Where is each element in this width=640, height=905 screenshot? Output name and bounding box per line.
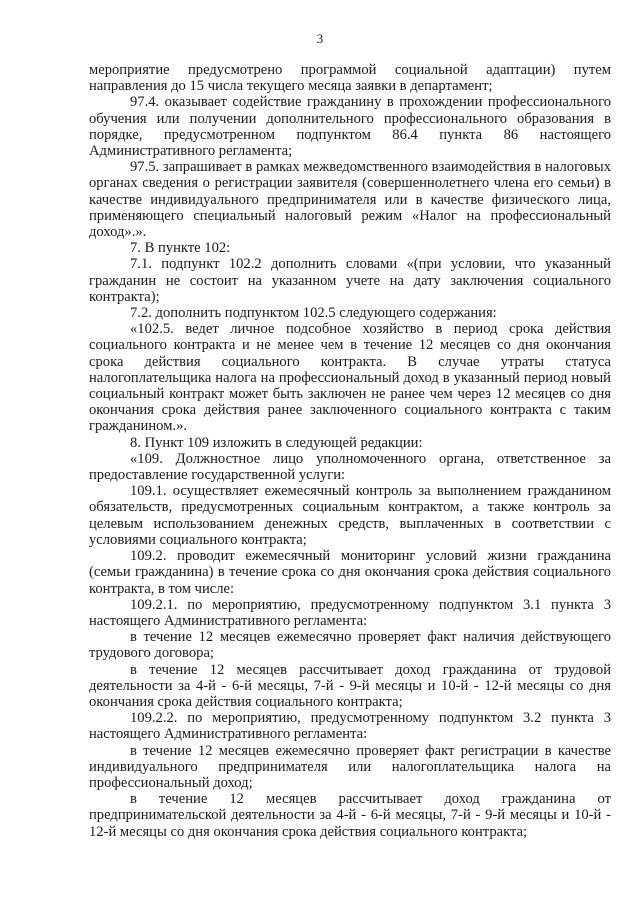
paragraph-check-contract: в течение 12 месяцев ежемесячно проверяет факт наличия действующего трудового договора; [89,629,611,662]
paragraph-7-1: 7.1. подпункт 102.2 дополнить словами «(при условии, что указанный гражданин не состоит на указанном учете на дату заключения социального контракта); [89,256,611,305]
document-body [89,62,611,840]
paragraph-109-2-1: 109.2.1. по мероприятию, предусмотренному подпунктом 3.1 пункта 3 настоящего Административного регламента: [89,596,611,629]
paragraph-item-8: 8. Пункт 109 изложить в следующей редакции: [130,434,423,451]
paragraph-102-5: «102.5. ведет личное подсобное хозяйство в период срока действия социального контракта и не менее чем в течение 12 месяцев со дня окончания срока действия социального контракта. В случае утраты статуса налогоплательщика налога на профессиональный доход в указанный период новый социальный контракт может быть заключен не ранее чем через 12 месяцев со дня окончания срока действия ранее заключенного социального контракта с таким гражданином.». [89,321,611,435]
paragraph-97-4: 97.4. оказывает содействие гражданину в прохождении профессионального обучения или получении дополнительного профессионального образования в порядке, предусмотренном подпунктом 86.4 пункта 86 настоящего Административного регламента; [89,94,611,160]
paragraph-7-2: 7.2. дополнить подпунктом 102.5 следующего содержания: [130,305,497,322]
paragraph-109-2-2: 109.2.2. по мероприятию, предусмотренному подпунктом 3.2 пункта 3 настоящего Административного регламента: [89,710,611,743]
paragraph-97-5: 97.5. запрашивает в рамках межведомственного взаимодействия в налоговых органах сведения о регистрации заявителя (совершеннолетнего члена его семьи) в качестве индивидуального предпринимателя или в качестве физического лица, применяющего специальный налоговый режим «Налог на профессиональный доход».». [89,159,611,241]
paragraph-income-labor: в течение 12 месяцев рассчитывает доход гражданина от трудовой деятельности за 4-й - 6-й месяцы, 7-й - 9-й месяцы и 10-й - 12-й месяцы со дня окончания срока действия социального контракта; [89,661,611,710]
paragraph-109-1: 109.1. осуществляет ежемесячный контроль за выполнением гражданином обязательств, предусмотренных социальным контрактом, а также контроль за целевым использованием денежных средств, выплаченных в соответствии с условиями социального контракта; [89,483,611,548]
paragraph-check-registration: в течение 12 месяцев ежемесячно проверяет факт регистрации в качестве индивидуального предпринимателя или налогоплательщика налога на профессиональный доход; [89,742,611,791]
paragraph-109: «109. Должностное лицо уполномоченного органа, ответственное за предоставление государственной услуги: [89,450,611,484]
page-number: 3 [316,31,324,46]
paragraph-item-7: 7. В пункте 102: [130,240,231,257]
paragraph-income-business: в течение 12 месяцев рассчитывает доход гражданина от предпринимательской деятельности за 4-й - 6-й месяцы, 7-й - 9-й месяцы и 10-й - 12-й месяцы со дня окончания срока действия социального контракта; [89,791,611,840]
paragraph-continuation: мероприятие предусмотрено программой социальной адаптации) путем направления до 15 числа текущего месяца заявки в департамент; [89,62,611,95]
paragraph-109-2: 109.2. проводит ежемесячный мониторинг условий жизни гражданина (семьи гражданина) в течение срока со дня окончания срока действия социального контракта, в том числе: [89,548,611,597]
